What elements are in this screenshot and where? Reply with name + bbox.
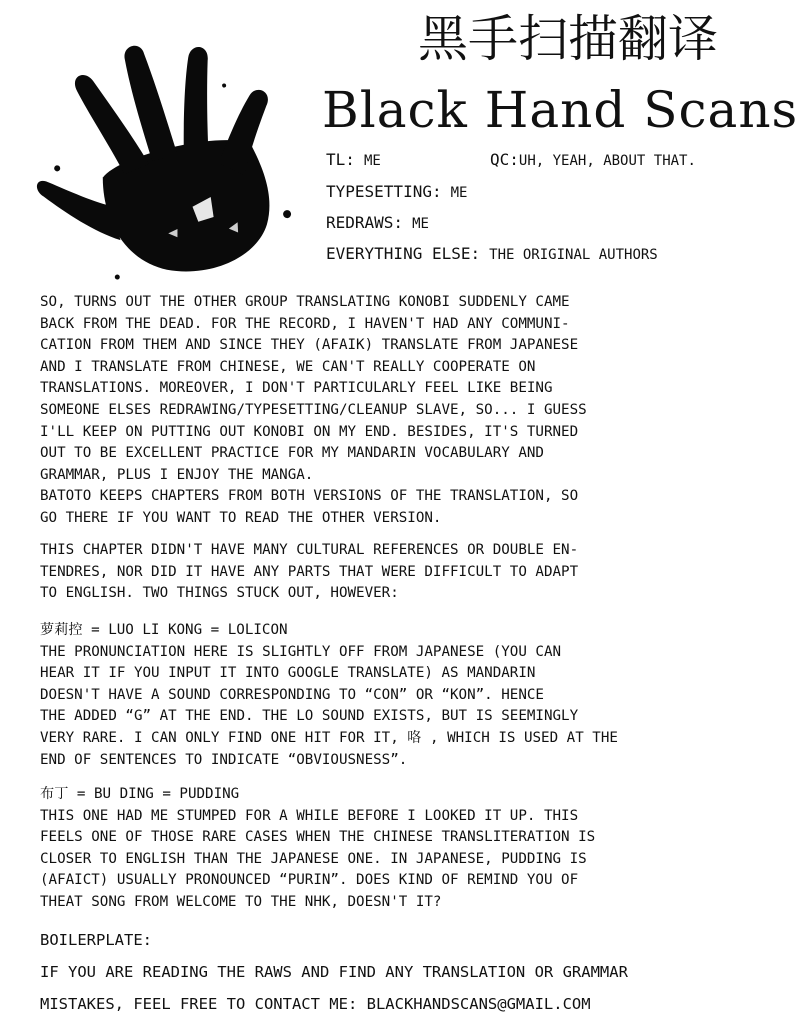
credit-typesetting <box>326 182 467 203</box>
black-hand-print-icon <box>38 40 316 290</box>
credit-everything-else-label: EVERYTHING ELSE: <box>326 244 481 263</box>
text-line: TO ENGLISH. TWO THINGS STUCK OUT, HOWEVER: <box>40 585 399 602</box>
note-heading: 萝莉控 = LUO LI KONG = LOLICON <box>40 622 288 638</box>
text-line: AND I TRANSLATE FROM CHINESE, WE CAN'T REALLY COOPERATE ON <box>40 358 536 375</box>
text-line: HEAR IT IF YOU INPUT IT INTO GOOGLE TRANSLATE) AS MANDARIN <box>40 665 536 682</box>
credit-qc-value: UH, YEAH, ABOUT THAT. <box>518 153 696 169</box>
text-line: DOESN'T HAVE A SOUND CORRESPONDING TO “CON” OR “KON”. HENCE <box>40 686 544 703</box>
text-line: GRAMMAR, PLUS I ENJOY THE MANGA. <box>40 466 314 483</box>
chapter-note-paragraph <box>40 540 720 605</box>
text-line: VERY RARE. I CAN ONLY FIND ONE HIT FOR IT, 咯 , WHICH IS USED AT THE <box>40 729 618 746</box>
text-line: THIS CHAPTER DIDN'T HAVE MANY CULTURAL REFERENCES OR DOUBLE EN- <box>40 542 579 558</box>
text-line: THE ADDED “G” AT THE END. THE LO SOUND EXISTS, BUT IS SEEMINGLY <box>40 708 579 725</box>
credit-qc <box>490 150 696 171</box>
text-line: BACK FROM THE DEAD. FOR THE RECORD, I HAVEN'T HAD ANY COMMUNI- <box>40 315 570 332</box>
text-line: IF YOU ARE READING THE RAWS AND FIND ANY TRANSLATION OR GRAMMAR <box>40 963 628 981</box>
text-line: THIS ONE HAD ME STUMPED FOR A WHILE BEFORE I LOOKED IT UP. THIS <box>40 807 579 824</box>
text-line: GO THERE IF YOU WANT TO READ THE OTHER VERSION. <box>40 509 442 526</box>
text-line: I'LL KEEP ON PUTTING OUT KONOBI ON MY END. BESIDES, IT'S TURNED <box>40 423 579 440</box>
credit-typesetting-label: TYPESETTING: <box>326 182 442 201</box>
intro-paragraph <box>40 292 720 530</box>
group-title-chinese: 黑手扫描翻译 <box>418 10 718 68</box>
text-line: SOMEONE ELSES REDRAWING/TYPESETTING/CLEANUP SLAVE, SO... I GUESS <box>40 401 587 418</box>
text-line: CATION FROM THEM AND SINCE THEY (AFAIK) TRANSLATE FROM JAPANESE <box>40 337 579 354</box>
contact-line: MISTAKES, FEEL FREE TO CONTACT ME: BLACKHANDSCANS@GMAIL.COM <box>40 995 591 1013</box>
credit-everything-else <box>326 244 658 265</box>
credit-tl-value: ME <box>363 153 381 169</box>
text-line: SO, TURNS OUT THE OTHER GROUP TRANSLATING KONOBI SUDDENLY CAME <box>40 294 570 310</box>
text-line: THEAT SONG FROM WELCOME TO THE NHK, DOESN'T IT? <box>40 893 442 910</box>
text-line: CLOSER TO ENGLISH THAN THE JAPANESE ONE. IN JAPANESE, PUDDING IS <box>40 850 587 867</box>
text-line: OUT TO BE EXCELLENT PRACTICE FOR MY MANDARIN VOCABULARY AND <box>40 445 544 462</box>
credit-tl-label: TL: <box>326 150 355 169</box>
credit-redraws <box>326 213 429 234</box>
credit-everything-else-value: THE ORIGINAL AUTHORS <box>489 247 658 263</box>
text-line: TRANSLATIONS. MOREOVER, I DON'T PARTICULARLY FEEL LIKE BEING <box>40 380 553 397</box>
boilerplate-heading: BOILERPLATE: <box>40 931 152 949</box>
text-line: END OF SENTENCES TO INDICATE “OBVIOUSNESS”. <box>40 751 408 768</box>
note-lolicon <box>40 620 720 771</box>
credit-redraws-value: ME <box>412 216 429 232</box>
text-line: FEELS ONE OF THOSE RARE CASES WHEN THE CHINESE TRANSLITERATION IS <box>40 829 596 846</box>
text-line: THE PRONUNCIATION HERE IS SLIGHTLY OFF FROM JAPANESE (YOU CAN <box>40 643 562 660</box>
credit-redraws-label: REDRAWS: <box>326 213 404 232</box>
credit-typesetting-value: ME <box>450 185 468 201</box>
boilerplate-section <box>40 924 720 1020</box>
credit-tl <box>326 150 381 171</box>
text-line: BATOTO KEEPS CHAPTERS FROM BOTH VERSIONS OF THE TRANSLATION, SO <box>40 488 579 505</box>
note-heading: 布丁 = BU DING = PUDDING <box>40 786 240 802</box>
text-line: TENDRES, NOR DID IT HAVE ANY PARTS THAT WERE DIFFICULT TO ADAPT <box>40 563 579 580</box>
credit-qc-label: QC: <box>490 150 519 169</box>
text-line: (AFAICT) USUALLY PRONOUNCED “PURIN”. DOES KIND OF REMIND YOU OF <box>40 872 579 889</box>
note-pudding <box>40 784 720 914</box>
group-title-english: Black Hand Scans <box>322 81 798 139</box>
